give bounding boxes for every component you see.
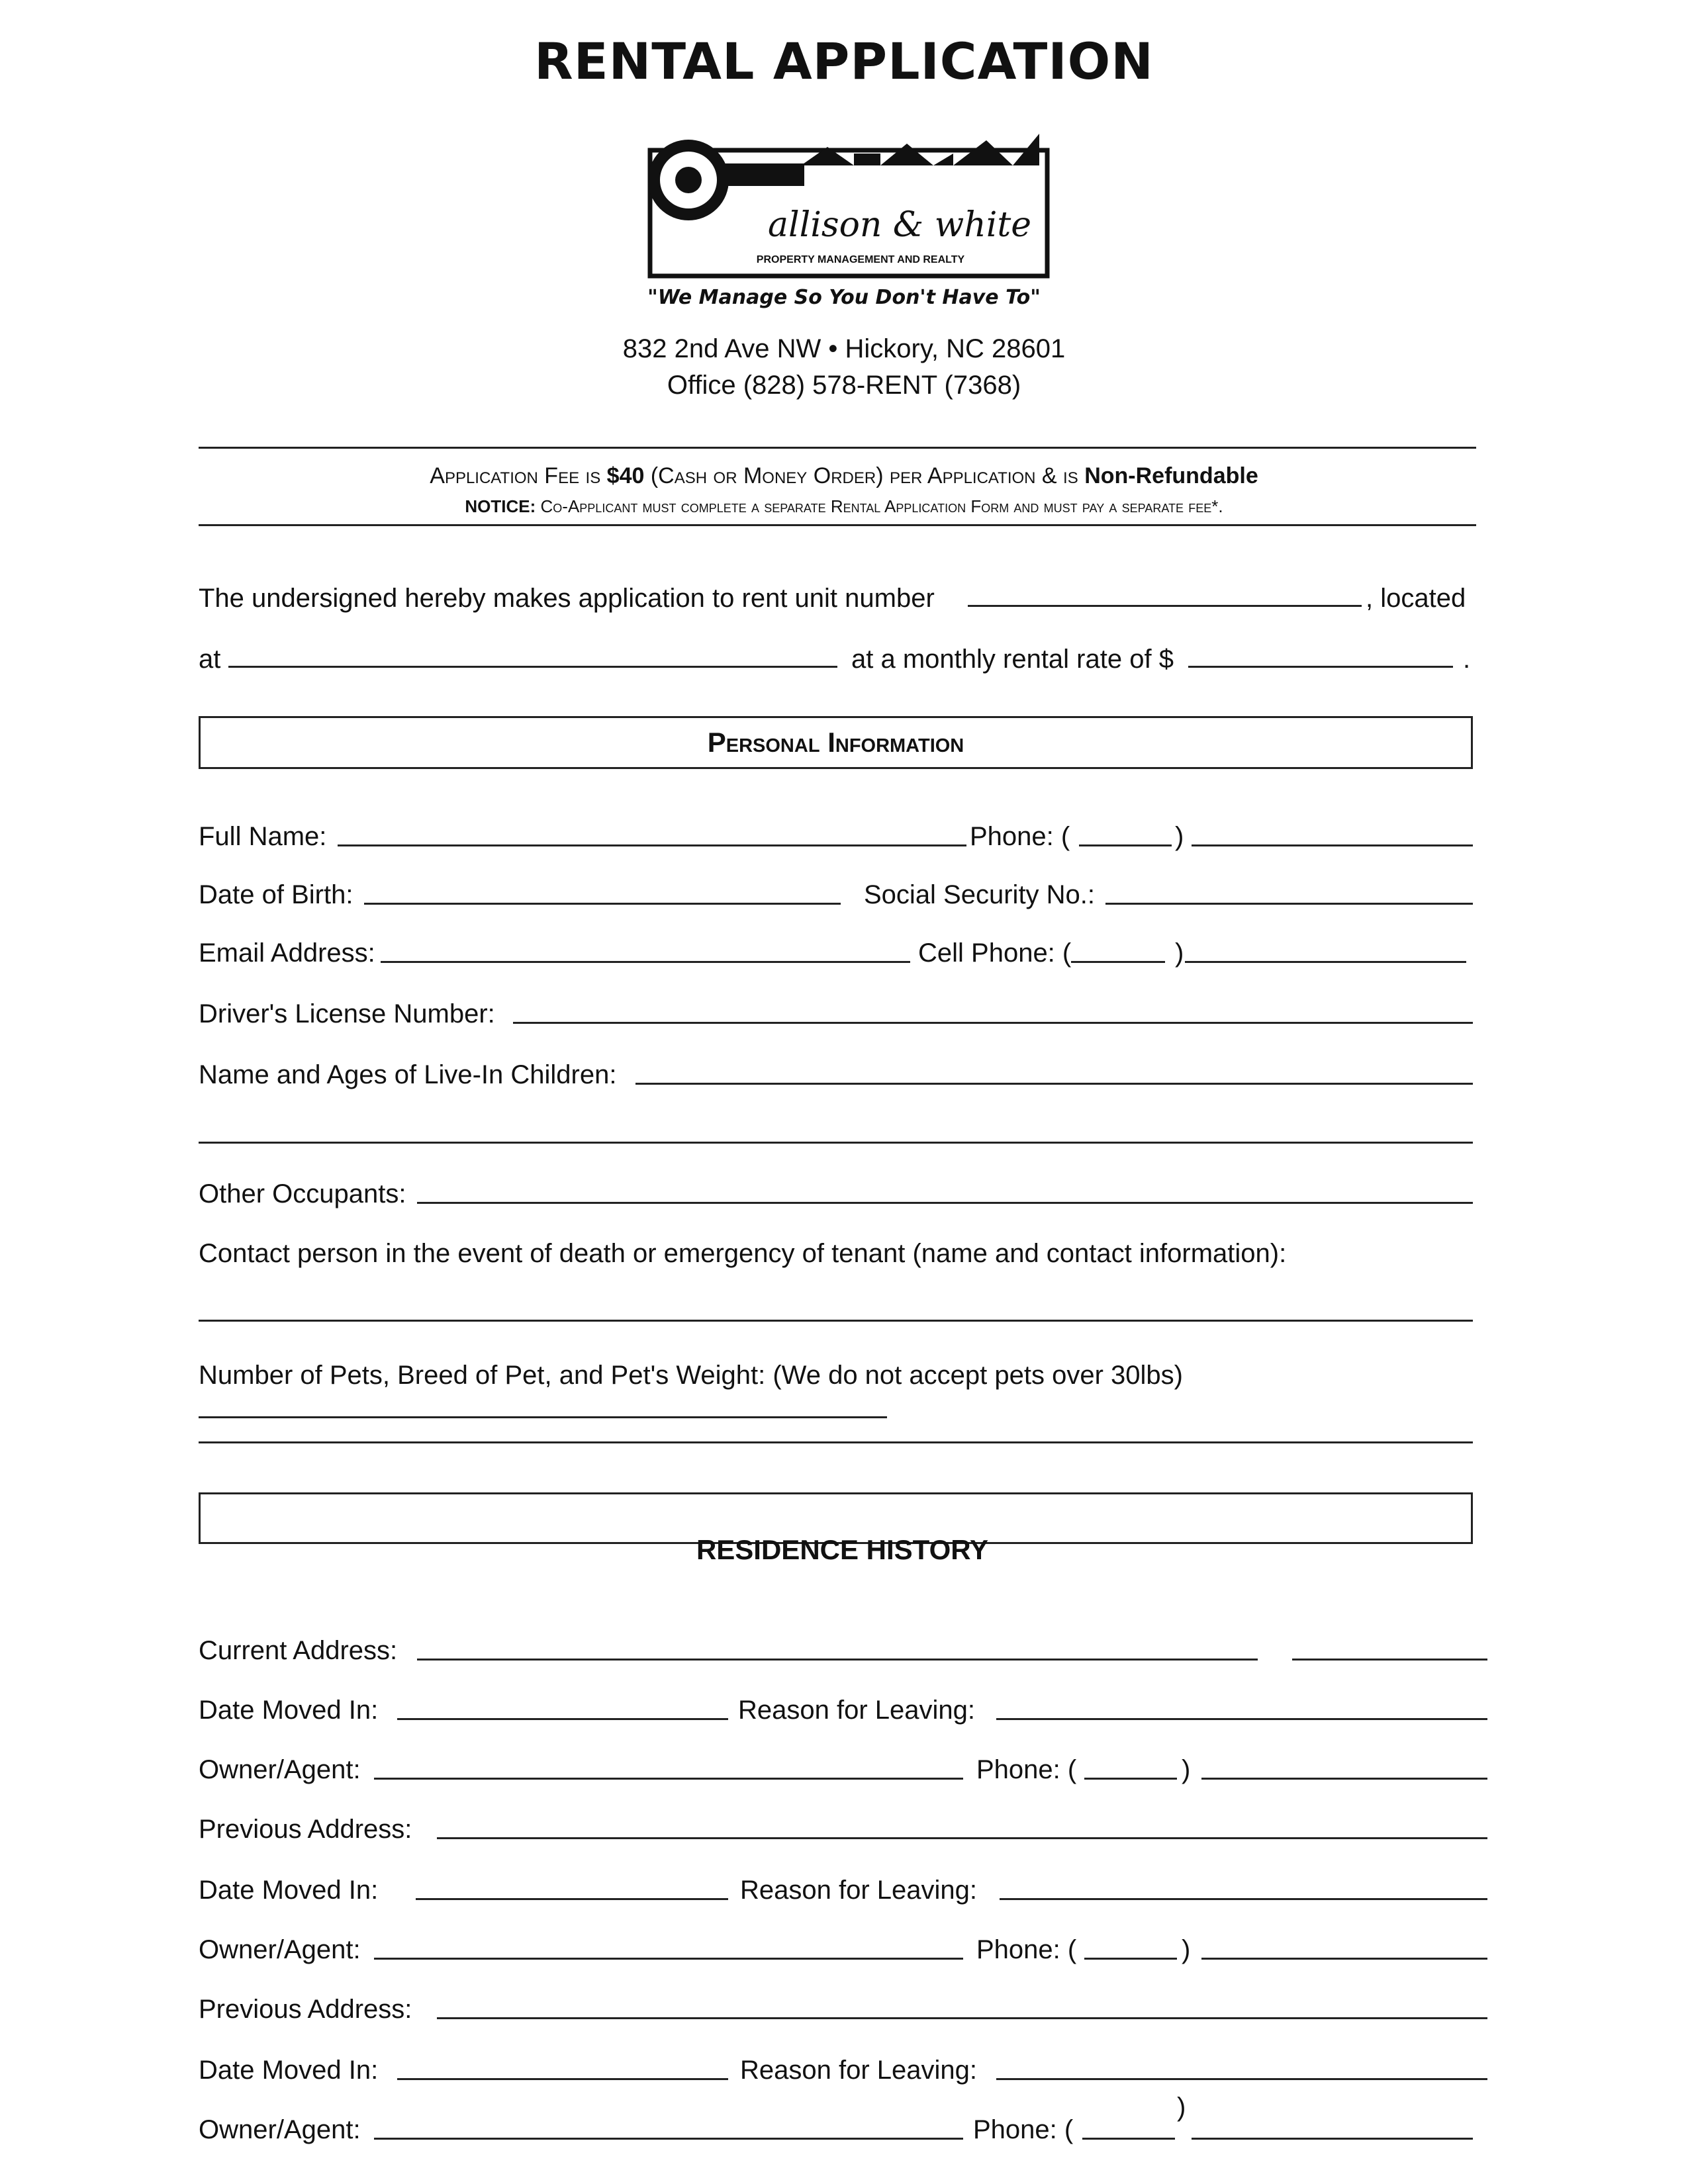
owner-phone-close-paren: ) xyxy=(1182,1755,1191,1784)
owner-phone-number-field[interactable] xyxy=(1192,2138,1473,2140)
monthly-rate-label: at a monthly rental rate of $ xyxy=(851,645,1174,674)
office-phone: Office (828) 578-RENT (7368) xyxy=(667,371,1021,400)
date-moved-field[interactable] xyxy=(397,1718,728,1720)
monthly-rate-field[interactable] xyxy=(1188,666,1453,668)
owner-phone-number-field[interactable] xyxy=(1201,1958,1487,1960)
property-address-field[interactable] xyxy=(228,666,837,668)
email-label: Email Address: xyxy=(199,938,375,968)
personal-info-header xyxy=(199,716,1473,769)
owner-phone-close-paren: ) xyxy=(1177,2093,1186,2122)
children-field[interactable] xyxy=(635,1083,1473,1085)
cell-phone-label: Cell Phone: ( xyxy=(918,938,1072,968)
tagline: "We Manage So You Don't Have To" xyxy=(647,286,1041,309)
previous-address-field[interactable] xyxy=(437,1837,1487,1839)
phone-close-paren: ) xyxy=(1175,822,1184,851)
current-address-label: Current Address: xyxy=(199,1636,398,1665)
ssn-field[interactable] xyxy=(1105,903,1473,905)
ssn-label: Social Security No.: xyxy=(864,880,1096,909)
dob-label: Date of Birth: xyxy=(199,880,353,909)
divider xyxy=(199,524,1476,526)
full-name-label: Full Name: xyxy=(199,822,327,851)
email-field[interactable] xyxy=(381,961,910,963)
date-moved-label: Date Moved In: xyxy=(199,2056,379,2085)
occupants-field[interactable] xyxy=(417,1202,1473,1204)
divider xyxy=(199,447,1476,449)
pets-field[interactable] xyxy=(199,1416,887,1418)
phone-label: Phone: ( xyxy=(970,822,1070,851)
phone-number-field[interactable] xyxy=(1192,844,1473,846)
reason-field[interactable] xyxy=(1000,1898,1487,1900)
current-address-field-end[interactable] xyxy=(1292,1659,1487,1661)
cell-number-field[interactable] xyxy=(1185,961,1466,963)
cell-area-code-field[interactable] xyxy=(1071,961,1165,963)
emergency-contact-label: Contact person in the event of death or emergency of tenant (name and contact information): xyxy=(199,1239,1287,1268)
logo-brand: allison & white xyxy=(768,205,1032,245)
children-field-line2[interactable] xyxy=(199,1142,1473,1144)
unit-number-label: The undersigned hereby makes application to rent unit number xyxy=(199,584,935,613)
pets-field-line2[interactable] xyxy=(199,1441,1473,1443)
reason-field[interactable] xyxy=(996,1718,1487,1720)
license-label: Driver's License Number: xyxy=(199,999,495,1028)
date-moved-field[interactable] xyxy=(397,2078,728,2080)
office-address: 832 2nd Ave NW • Hickory, NC 28601 xyxy=(622,334,1066,363)
date-moved-label: Date Moved In: xyxy=(199,1876,379,1905)
section-title: RESIDENCE HISTORY xyxy=(696,1534,989,1565)
owner-agent-field[interactable] xyxy=(374,2138,963,2140)
owner-agent-label: Owner/Agent: xyxy=(199,2115,361,2144)
reason-field[interactable] xyxy=(996,2078,1487,2080)
reason-label: Reason for Leaving: xyxy=(738,1696,976,1725)
owner-phone-area-field[interactable] xyxy=(1084,1778,1177,1780)
at-label: at xyxy=(199,645,221,674)
period: . xyxy=(1463,645,1471,674)
owner-agent-field[interactable] xyxy=(374,1958,963,1960)
cell-close-paren: ) xyxy=(1175,938,1184,968)
unit-number-field[interactable] xyxy=(968,605,1362,607)
occupants-label: Other Occupants: xyxy=(199,1179,406,1208)
emergency-contact-field[interactable] xyxy=(199,1320,1473,1322)
full-name-field[interactable] xyxy=(338,844,966,846)
owner-agent-label: Owner/Agent: xyxy=(199,1755,361,1784)
owner-phone-label: Phone: ( xyxy=(973,2115,1074,2144)
owner-phone-area-field[interactable] xyxy=(1084,1958,1177,1960)
date-moved-field[interactable] xyxy=(416,1898,728,1900)
owner-phone-label: Phone: ( xyxy=(976,1755,1077,1784)
phone-area-code-field[interactable] xyxy=(1079,844,1172,846)
fee-notice: Application Fee is $40 (Cash or Money Order) per Application & is Non-Refundable xyxy=(430,463,1258,488)
owner-phone-number-field[interactable] xyxy=(1201,1778,1487,1780)
co-applicant-notice: NOTICE: Co-Applicant must complete a separate Rental Application Form and must pay a separate fee*. xyxy=(465,496,1223,516)
located-label: , located xyxy=(1366,584,1466,613)
reason-label: Reason for Leaving: xyxy=(740,1876,978,1905)
current-address-field[interactable] xyxy=(417,1659,1258,1661)
owner-phone-label: Phone: ( xyxy=(976,1935,1077,1964)
logo-subtitle: PROPERTY MANAGEMENT AND REALTY xyxy=(756,254,965,265)
pets-label: Number of Pets, Breed of Pet, and Pet's Weight: (We do not accept pets over 30lbs) xyxy=(199,1361,1183,1390)
previous-address-label: Previous Address: xyxy=(199,1995,412,2024)
previous-address-label: Previous Address: xyxy=(199,1815,412,1844)
owner-phone-close-paren: ) xyxy=(1182,1935,1191,1964)
pets-note: (We do not accept pets over 30lbs) xyxy=(773,1361,1183,1390)
dob-field[interactable] xyxy=(364,903,841,905)
owner-agent-field[interactable] xyxy=(374,1778,963,1780)
children-label: Name and Ages of Live-In Children: xyxy=(199,1060,617,1089)
company-logo xyxy=(642,114,1066,279)
owner-phone-area-field[interactable] xyxy=(1082,2138,1175,2140)
reason-label: Reason for Leaving: xyxy=(740,2056,978,2085)
section-title: Personal Information xyxy=(707,727,964,758)
license-field[interactable] xyxy=(513,1022,1473,1024)
form-title: RENTAL APPLICATION xyxy=(534,32,1154,91)
owner-agent-label: Owner/Agent: xyxy=(199,1935,361,1964)
date-moved-label: Date Moved In: xyxy=(199,1696,379,1725)
previous-address-field[interactable] xyxy=(437,2017,1487,2019)
